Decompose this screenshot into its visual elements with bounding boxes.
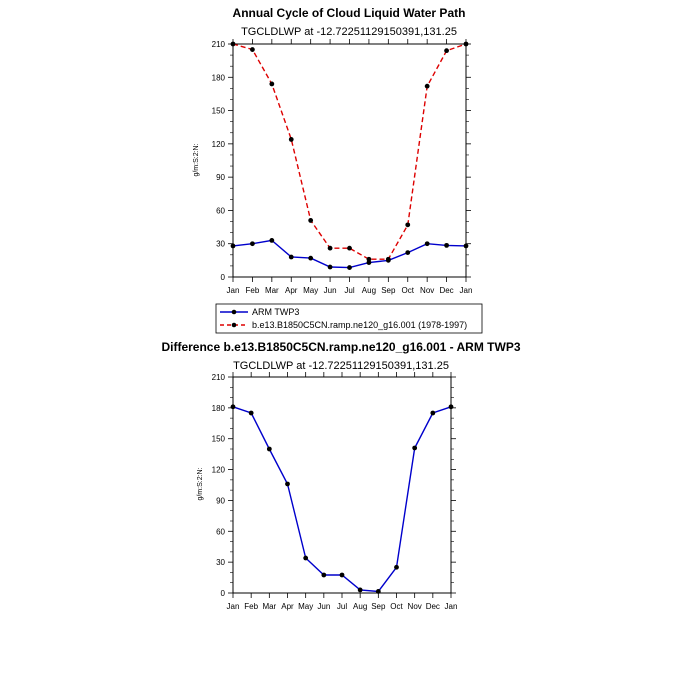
y-tick-label: 90 [216, 173, 225, 183]
x-tick-label: Nov [420, 286, 435, 295]
x-tick-label: Jan [444, 602, 458, 611]
data-point [449, 404, 454, 409]
data-point [425, 241, 430, 246]
x-tick-label: Apr [281, 602, 294, 611]
x-tick-label: Mar [262, 602, 277, 611]
legend-label-arm: ARM TWP3 [252, 307, 300, 317]
x-tick-label: May [298, 602, 314, 611]
x-tick-label: Sep [381, 286, 396, 295]
x-tick-label: Feb [244, 602, 259, 611]
y-tick-label: 120 [211, 465, 225, 475]
chart-subtitle: TGCLDLWP at -12.72251129150391,131.25 [241, 26, 457, 38]
data-point [347, 265, 352, 270]
y-tick-label: 180 [211, 403, 225, 413]
y-tick-label: 210 [211, 373, 225, 382]
x-tick-label: Apr [285, 286, 298, 295]
data-point [289, 137, 294, 142]
x-tick-label: Nov [407, 602, 422, 611]
data-point [386, 257, 391, 262]
x-tick-label: Jan [226, 602, 240, 611]
data-point [367, 257, 372, 262]
data-point [464, 244, 469, 249]
x-tick-label: Sep [371, 602, 386, 611]
legend-marker-model [232, 323, 237, 328]
x-tick-label: Oct [401, 286, 414, 295]
plot-frame [233, 377, 451, 593]
series-line [233, 240, 466, 267]
x-tick-label: Aug [361, 286, 377, 295]
series-line [233, 407, 451, 592]
data-point [347, 246, 352, 251]
data-point [321, 573, 326, 578]
x-tick-label: Jun [323, 286, 337, 295]
y-tick-label: 0 [220, 273, 225, 282]
x-tick-label: Mar [264, 286, 279, 295]
y-tick-label: 30 [216, 239, 225, 249]
y-tick-label: 150 [211, 434, 225, 444]
data-point [249, 411, 254, 416]
data-point [444, 48, 449, 53]
legend-label-model: b.e13.B1850C5CN.ramp.ne120_g16.001 (1978-1997) [252, 320, 468, 330]
data-point [425, 84, 430, 89]
x-tick-label: Jul [336, 602, 348, 611]
y-axis-label: g/m:S:2:N: [193, 143, 200, 177]
data-point [328, 265, 333, 270]
y-tick-label: 60 [216, 206, 225, 216]
data-point [405, 222, 410, 227]
x-tick-label: Jun [317, 602, 331, 611]
data-point [285, 482, 290, 487]
y-tick-label: 150 [211, 106, 225, 116]
y-tick-label: 60 [216, 527, 225, 537]
data-point [250, 241, 255, 246]
chart-title: Difference b.e13.B1850C5CN.ramp.ne120_g16.001 - ARM TWP3 [161, 340, 521, 354]
data-point [340, 573, 345, 578]
data-point [405, 250, 410, 255]
y-tick-label: 120 [211, 139, 225, 149]
y-axis-label: g/m:S:2:N: [197, 467, 204, 501]
x-tick-label: Aug [353, 602, 368, 611]
data-point [231, 42, 236, 47]
data-point [308, 218, 313, 223]
data-point [231, 404, 236, 409]
y-tick-label: 210 [211, 40, 225, 49]
data-point [269, 82, 274, 87]
data-point [394, 565, 399, 570]
y-tick-label: 30 [216, 558, 225, 568]
data-point [444, 243, 449, 248]
difference-chart [161, 340, 520, 611]
x-tick-label: May [303, 286, 319, 295]
data-point [308, 256, 313, 261]
x-tick-label: Dec [439, 286, 454, 295]
x-tick-label: Feb [245, 286, 260, 295]
data-point [358, 588, 363, 593]
data-point [250, 47, 255, 52]
y-tick-label: 0 [220, 589, 225, 598]
x-tick-label: Jul [344, 286, 355, 295]
data-point [412, 446, 417, 451]
data-point [267, 447, 272, 452]
data-point [289, 255, 294, 260]
x-tick-label: Dec [425, 602, 440, 611]
y-tick-label: 90 [216, 496, 225, 506]
data-point [303, 556, 308, 561]
data-point [376, 589, 381, 594]
chart-subtitle: TGCLDLWP at -12.72251129150391,131.25 [233, 360, 449, 372]
data-point [430, 411, 435, 416]
x-tick-label: Jan [459, 286, 473, 295]
x-tick-label: Jan [226, 286, 240, 295]
series-line [233, 44, 466, 259]
data-point [328, 246, 333, 251]
data-point [464, 42, 469, 47]
data-point [269, 238, 274, 243]
legend [216, 304, 482, 333]
annual-cycle-chart [193, 6, 472, 295]
data-point [231, 244, 236, 249]
x-tick-label: Oct [390, 602, 403, 611]
chart-title: Annual Cycle of Cloud Liquid Water Path [232, 6, 466, 20]
y-tick-label: 180 [211, 73, 225, 83]
legend-marker-arm [232, 310, 237, 315]
